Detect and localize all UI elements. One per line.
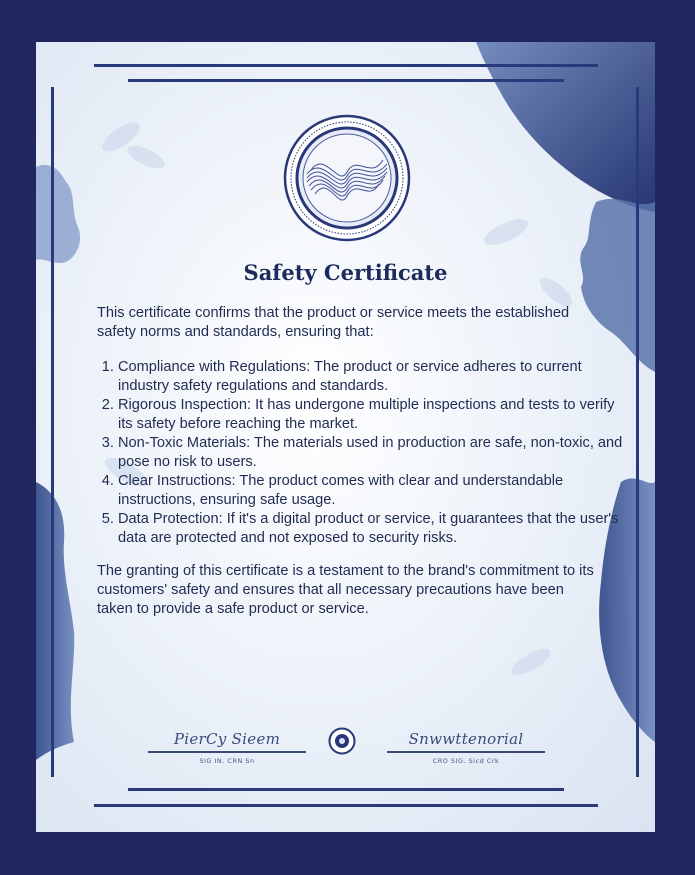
corner-globe-shape [476, 42, 655, 212]
certificate-frame [36, 42, 655, 832]
right-signature: Snwwttenorial [408, 730, 524, 748]
bottom-rule-inner [128, 788, 564, 791]
top-rule-outer [94, 64, 598, 67]
right-signature-caption: CRO SIG. Sicd Crk [432, 756, 500, 765]
list-item: 5. Data Protection: If it's a digital product or service, it guarantees that the user's data are protected and not exposed to security risks. [118, 510, 623, 548]
list-item: 1. Compliance with Regulations: The product or service adheres to current industry safety regulations and standards. [118, 358, 623, 396]
left-rule [51, 87, 54, 777]
certificate-title: Safety Certificate [243, 260, 448, 285]
top-rule-inner [128, 79, 564, 82]
closing-paragraph: The granting of this certificate is a testament to the brand's commitment to its customers' safety and ensures that all necessary precautions have been taken to provide a safe product or service. [97, 563, 594, 617]
left-signature-block [147, 730, 307, 765]
list-item: 4. Clear Instructions: The product comes with clear and understandable instructions, ensuring safe usage. [118, 472, 623, 510]
right-rule [636, 87, 639, 777]
left-signature: PierCy Sieem [173, 730, 281, 748]
right-signature-line [387, 751, 545, 753]
center-seal-icon [328, 727, 356, 755]
list-item: 3. Non-Toxic Materials: The materials used in production are safe, non-toxic, and pose no risk to users. [118, 434, 623, 472]
requirements-list [97, 358, 623, 548]
left-continent-bottom [36, 482, 74, 760]
right-signature-block [386, 730, 546, 765]
left-signature-line [148, 751, 306, 753]
left-continent-top [36, 165, 80, 263]
right-continent-top [580, 199, 655, 372]
intro-paragraph: This certificate confirms that the product or service meets the established safety norms and standards, ensuring that: [97, 305, 570, 340]
bottom-rule-outer [94, 804, 598, 807]
left-signature-caption: SIG IN. CRN Sn [199, 756, 255, 765]
seal-emblem [283, 114, 411, 242]
list-item: 2. Rigorous Inspection: It has undergone multiple inspections and tests to verify its safety before reaching the market. [118, 396, 623, 434]
